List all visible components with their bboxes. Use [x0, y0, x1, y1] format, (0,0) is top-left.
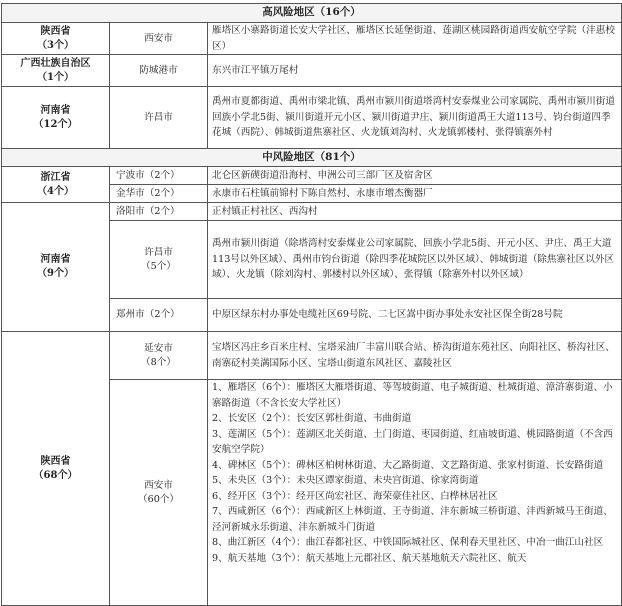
city-cell: 郑州市（2个） — [110, 299, 208, 332]
district-item: 9、航天基地（3个）：航天基地上元郡社区、航天基地航天六院社区、航天 — [212, 552, 527, 564]
city-cell: 金华市（2个） — [110, 185, 208, 203]
area-list: 宝塔区冯庄乡百米庄村、宝塔采油厂丰富川联合站、桥沟街道东苑社区、向阳社区、桥沟社区、南寨砭村美满国际小区、宝塔山街道东风社区、嘉陵社区 — [208, 332, 622, 380]
city-cell: 洛阳市（2个） — [110, 203, 208, 221]
district-item: 1、雁塔区（6个）：雁塔区大雁塔街道、等驾坡街道、电子城街道、杜城街道、漳浒寨街道、小寨路街道（不含长安大学社区） — [212, 382, 613, 409]
city-name: 许昌市 — [144, 246, 173, 258]
province-count: （68个） — [33, 469, 78, 481]
province-count: （12个） — [33, 118, 78, 130]
city-count: （8个） — [141, 356, 176, 368]
province-name: 陕西省 — [40, 25, 71, 37]
district-item: 5、未央区（3个）：未央区谭家街道、未央宫街道、徐家湾街道 — [212, 475, 479, 486]
city-count: （5个） — [141, 260, 176, 272]
area-list: 永康市石柱镇前锦村下陈自然村、永康市增杰衡器厂 — [208, 185, 622, 203]
city-cell — [110, 380, 208, 606]
province-cell — [2, 55, 110, 87]
province-cell — [2, 87, 110, 149]
area-list: 东兴市江平镇万尾村 — [208, 55, 622, 87]
province-cell — [2, 332, 110, 606]
district-item: 8、曲江新区（4个）：曲江春都社区、中铁国际城社区、保利春天里社区、中冶一曲江山社区 — [212, 537, 604, 548]
province-name: 浙江省 — [40, 171, 71, 183]
province-count: （3个） — [37, 39, 74, 51]
province-cell — [2, 203, 110, 332]
area-list: 北仑区新碶街道沿海村、申洲公司三部厂区及宿舍区 — [208, 167, 622, 185]
province-count: （4个） — [37, 185, 74, 197]
high-risk-section-title: 高风险地区（16个） — [2, 4, 622, 23]
city-cell: 许昌市 — [110, 87, 208, 149]
province-cell — [2, 23, 110, 55]
district-item: 3、莲湖区（5个）：莲湖区北关街道、土门街道、枣园街道、红庙坡街道、桃园路街道（不含西安航空学院） — [212, 428, 613, 455]
city-cell: 西安市 — [110, 23, 208, 55]
city-cell — [110, 332, 208, 380]
area-list: 雁塔区小寨路街道长安大学社区、雁塔区长延堡街道、莲湖区桃园路街道西安航空学院（沣惠校区） — [208, 23, 622, 55]
district-item: 6、经开区（3个）：经开区尚宏社区、海荣豪佳社区、白桦林居社区 — [212, 490, 498, 502]
city-cell — [110, 221, 208, 299]
district-item: 2、长安区（2个）：长安区郭杜街道、韦曲街道 — [212, 413, 412, 424]
district-list — [208, 380, 622, 606]
area-list: 中原区绿东村办事处电缆社区69号院、二七区嵩中街办事处永安社区保全街28号院 — [208, 299, 622, 332]
area-list: 禹州市颍川街道（除塔湾村安泰煤业公司家属院、回族小学北5街、开元小区、尹庄、禹王大道113号以外区域）、禹州市钧台街道（除四季花城院区以外区域）、韩城街道（除焦寨社区以外区域）、火龙镇（除刘沟村、郭楼村以外区域）、张得镇（除寨外村以外区域） — [208, 221, 622, 299]
area-list: 禹州市夏都街道、禹州市梁北镇、禹州市颍川街道塔湾村安泰煤业公司家属院、禹州市颍川街道回族小学北5街、颍川街道开元小区、颍川街道尹庄、颍川街道禹王大道113号、钧台街道四季花城（西院）、韩城街道焦寨社区、火龙镇刘沟村、火龙镇郭楼村、张得镇寨外村 — [208, 87, 622, 149]
district-item: 7、西咸新区（6个）：西咸新区上林街道、王寺街道、沣东新城三桥街道、沣西新城马王街道、泾河新城永乐街道、沣东新城斗门街道 — [212, 506, 613, 533]
province-name: 河南省 — [40, 104, 71, 116]
province-name: 陕西省 — [40, 455, 71, 467]
district-item: 4、碑林区（5个）：碑林区柏树林街道、大乙路街道、文艺路街道、张家村街道、长安路街道 — [212, 459, 604, 471]
province-name: 广西壮族自治区 — [20, 57, 91, 69]
city-name: 西安市 — [144, 479, 173, 491]
province-name: 河南省 — [40, 254, 71, 265]
city-cell: 防城港市 — [110, 55, 208, 87]
area-list: 正村镇正村社区、西沟村 — [208, 203, 622, 221]
medium-risk-section-title: 中风险地区（81个） — [2, 149, 622, 167]
city-count: （60个） — [138, 493, 179, 505]
risk-area-table — [1, 3, 622, 606]
city-name: 延安市 — [144, 342, 173, 354]
city-cell: 宁波市（2个） — [110, 167, 208, 185]
province-cell — [2, 167, 110, 203]
province-count: （1个） — [37, 71, 74, 83]
province-count: （9个） — [37, 268, 74, 279]
